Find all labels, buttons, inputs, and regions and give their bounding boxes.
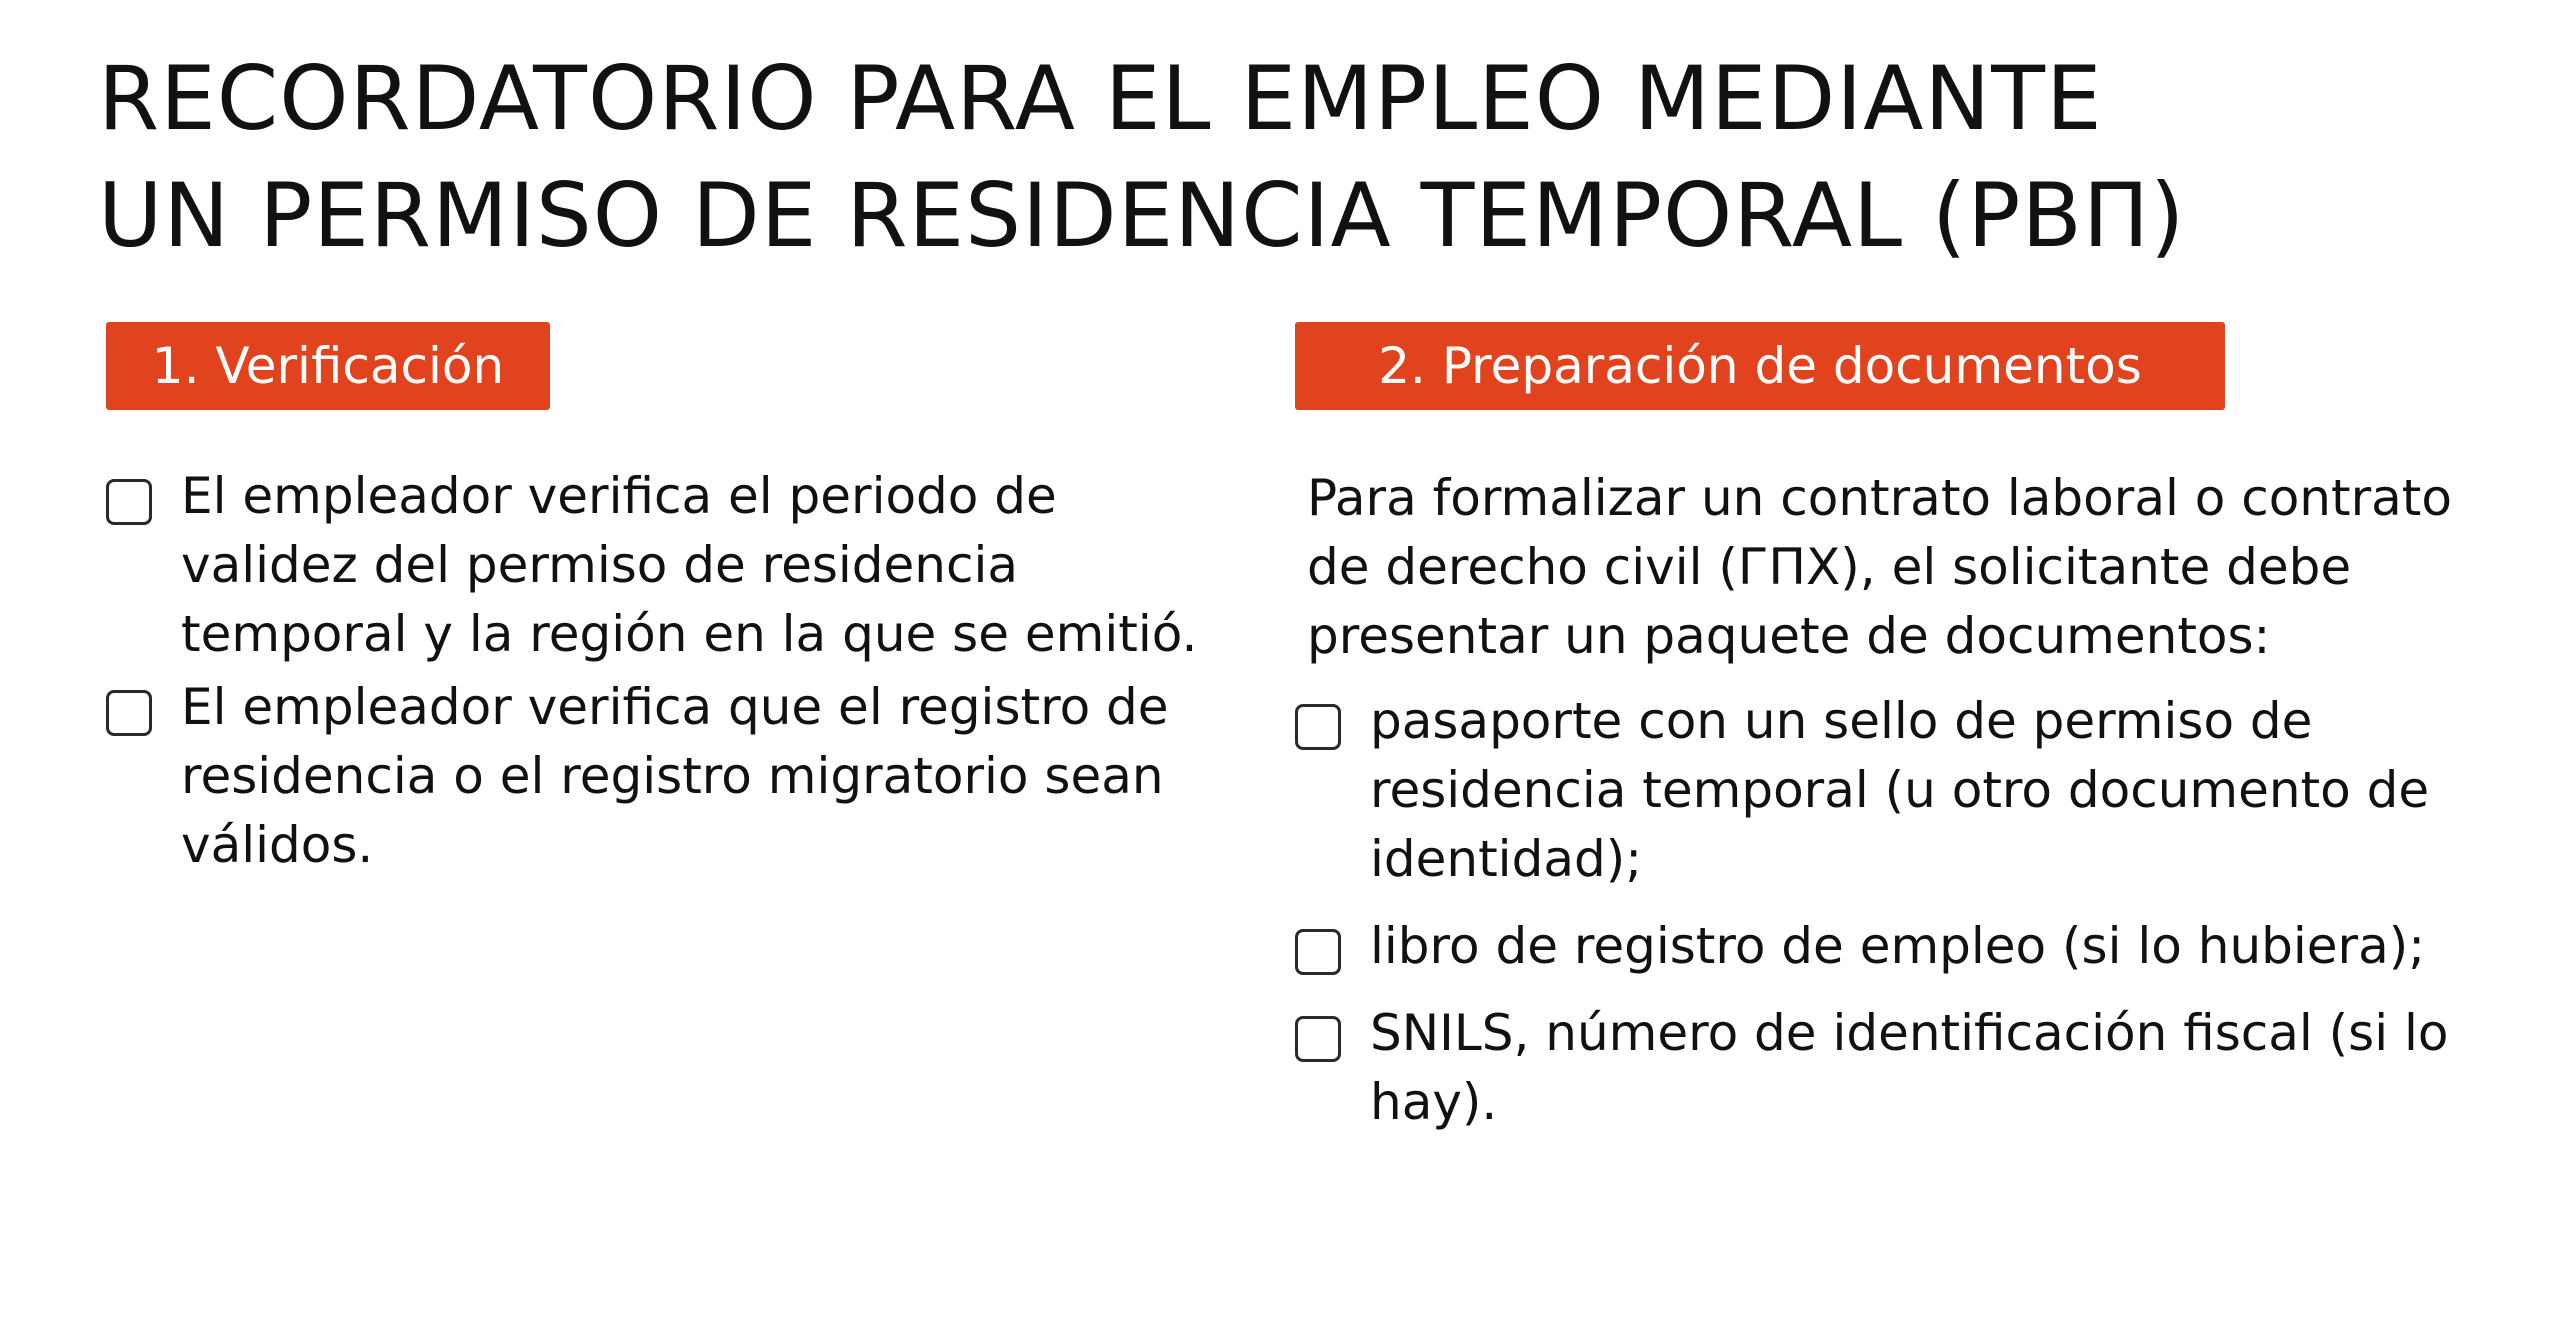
checklist-item	[1295, 999, 2475, 1137]
checklist-item	[106, 673, 1216, 880]
checkbox-icon[interactable]	[1295, 1016, 1341, 1062]
documents-checklist	[1295, 687, 2475, 1137]
checkbox-icon[interactable]	[106, 479, 152, 525]
documents-intro: Para formalizar un contrato laboral o contrato de derecho civil (ГПХ), el solicitante debe presentar un paquete de documentos:	[1307, 469, 2452, 665]
checklist-item	[1295, 912, 2475, 981]
checklist-item-text: pasaporte con un sello de permiso de residencia temporal (u otro documento de identidad);	[1370, 692, 2430, 888]
checkbox-icon[interactable]	[1295, 704, 1341, 750]
checklist-item	[1295, 687, 2475, 894]
verification-heading: 1. Verificación	[106, 322, 550, 410]
checklist-item-text: El empleador verifica el periodo de validez del permiso de residencia temporal y la región en la que se emitió.	[181, 467, 1198, 663]
checklist-item-text: libro de registro de empleo (si lo hubiera);	[1370, 917, 2426, 975]
verification-checklist	[106, 462, 1216, 880]
documents-section	[1295, 322, 2475, 1155]
checklist-item	[106, 462, 1216, 669]
page-title	[98, 40, 2518, 274]
checkbox-icon[interactable]	[1295, 929, 1341, 975]
title-line-2: UN PERMISO DE RESIDENCIA TEMPORAL (РВП)	[98, 164, 2186, 267]
title-line-1: RECORDATORIO PARA EL EMPLEO MEDIANTE	[98, 47, 2103, 150]
documents-heading: 2. Preparación de documentos	[1295, 322, 2225, 410]
checkbox-icon[interactable]	[106, 690, 152, 736]
checklist-item-text: El empleador verifica que el registro de residencia o el registro migratorio sean válidos.	[181, 678, 1169, 874]
checklist-item-text: SNILS, número de identificación fiscal (si lo hay).	[1370, 1004, 2449, 1131]
verification-section	[106, 322, 1216, 884]
